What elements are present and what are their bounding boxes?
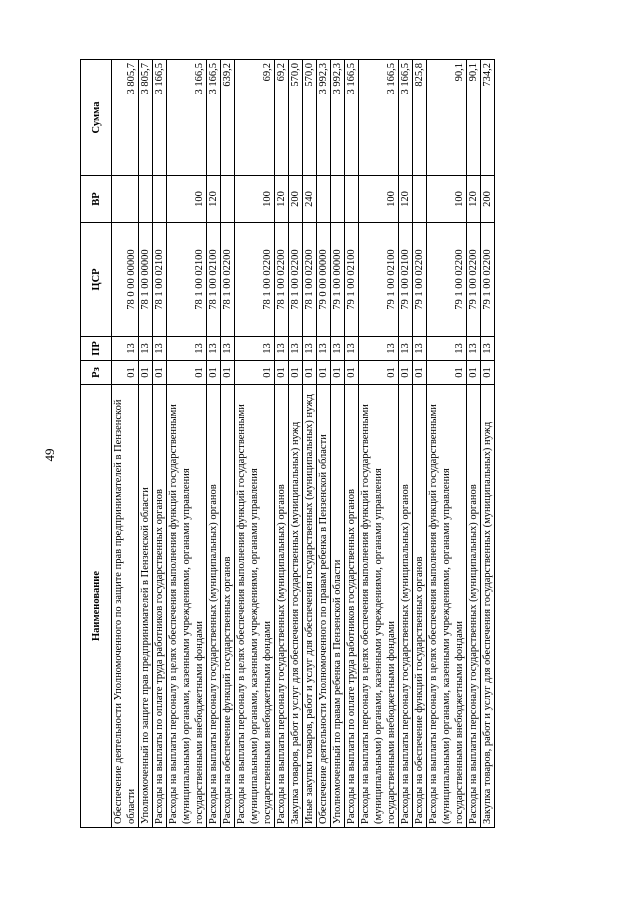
table-row (153, 60, 167, 828)
cell-name: Уполномоченный по защите прав предпринимателей в Пензенской области (139, 385, 153, 828)
cell-sum: 3 166,5 (207, 60, 221, 176)
cell-csr: 78 1 00 02200 (221, 223, 235, 337)
cell-name: Закупка товаров, работ и услуг для обеспечения государственных (муниципальных) нужд (481, 385, 495, 828)
cell-sum: 90,1 (467, 60, 481, 176)
budget-table (80, 59, 495, 828)
cell-pr: 13 (359, 337, 399, 361)
cell-vr (221, 176, 235, 223)
cell-rz: 01 (331, 361, 345, 385)
cell-vr: 100 (167, 176, 207, 223)
cell-sum: 3 166,5 (345, 60, 359, 176)
cell-vr (317, 176, 331, 223)
cell-pr: 13 (167, 337, 207, 361)
cell-vr (345, 176, 359, 223)
cell-csr: 78 1 00 02200 (275, 223, 289, 337)
header-csr: ЦСР (81, 223, 112, 337)
cell-pr: 13 (427, 337, 467, 361)
table-row (207, 60, 221, 828)
cell-name: Иные закупки товаров, работ и услуг для обеспечения государственных (муниципальных) нужд (303, 385, 317, 828)
header-sum: Сумма (81, 60, 112, 176)
table-row (317, 60, 331, 828)
table-row (399, 60, 413, 828)
cell-sum: 3 166,5 (167, 60, 207, 176)
cell-rz: 01 (139, 361, 153, 385)
cell-csr: 78 1 00 02200 (235, 223, 275, 337)
cell-csr: 78 1 00 02200 (289, 223, 303, 337)
cell-vr: 120 (467, 176, 481, 223)
cell-csr: 78 0 00 00000 (112, 223, 139, 337)
cell-sum: 3 805,7 (139, 60, 153, 176)
cell-name: Расходы на обеспечение функций государственных органов (221, 385, 235, 828)
cell-sum: 639,2 (221, 60, 235, 176)
cell-vr (139, 176, 153, 223)
header-vr: ВР (81, 176, 112, 223)
cell-vr: 120 (399, 176, 413, 223)
cell-csr: 79 1 00 00000 (331, 223, 345, 337)
cell-csr: 79 1 00 02100 (359, 223, 399, 337)
cell-vr: 100 (235, 176, 275, 223)
cell-rz: 01 (207, 361, 221, 385)
cell-csr: 79 1 00 02200 (481, 223, 495, 337)
cell-vr (112, 176, 139, 223)
table-row (275, 60, 289, 828)
cell-pr: 13 (221, 337, 235, 361)
cell-sum: 69,2 (235, 60, 275, 176)
cell-rz: 01 (275, 361, 289, 385)
cell-rz: 01 (303, 361, 317, 385)
cell-pr: 13 (289, 337, 303, 361)
cell-name: Закупка товаров, работ и услуг для обеспечения государственных (муниципальных) нужд (289, 385, 303, 828)
cell-sum: 3 166,5 (153, 60, 167, 176)
cell-csr: 79 0 00 00000 (317, 223, 331, 337)
table-row (303, 60, 317, 828)
cell-rz: 01 (413, 361, 427, 385)
table-header-row (81, 60, 112, 828)
cell-vr: 120 (275, 176, 289, 223)
cell-name: Расходы на выплаты персоналу государственных (муниципальных) органов (207, 385, 221, 828)
cell-vr: 200 (481, 176, 495, 223)
cell-name: Расходы на выплаты персоналу государственных (муниципальных) органов (399, 385, 413, 828)
cell-name: Расходы на выплаты персоналу в целях обеспечения выполнения функций государственными (муниципальными) органами, казенными учреждениями, органами управления государственными внебюджетными фондами (427, 385, 467, 828)
cell-csr: 78 1 00 02100 (167, 223, 207, 337)
table-row (481, 60, 495, 828)
cell-csr: 78 1 00 00000 (139, 223, 153, 337)
cell-rz: 01 (235, 361, 275, 385)
cell-csr: 79 1 00 02200 (427, 223, 467, 337)
cell-name: Расходы на выплаты по оплате труда работников государственных органов (153, 385, 167, 828)
cell-pr: 13 (331, 337, 345, 361)
cell-rz: 01 (359, 361, 399, 385)
cell-csr: 79 1 00 02100 (345, 223, 359, 337)
cell-name: Расходы на выплаты персоналу государственных (муниципальных) органов (467, 385, 481, 828)
table-row (235, 60, 275, 828)
table-row (112, 60, 139, 828)
table-row (413, 60, 427, 828)
cell-pr: 13 (481, 337, 495, 361)
table-row (467, 60, 481, 828)
header-name: Наименование (81, 385, 112, 828)
cell-vr: 100 (427, 176, 467, 223)
cell-sum: 3 166,5 (399, 60, 413, 176)
cell-csr: 79 1 00 02200 (413, 223, 427, 337)
cell-pr: 13 (139, 337, 153, 361)
cell-rz: 01 (427, 361, 467, 385)
page-number: 49 (42, 448, 57, 462)
cell-pr: 13 (303, 337, 317, 361)
table-row (221, 60, 235, 828)
cell-name: Обеспечение деятельности Уполномоченного по защите прав предпринимателей в Пензенской области (112, 385, 139, 828)
cell-sum: 90,1 (427, 60, 467, 176)
table-row (331, 60, 345, 828)
cell-pr: 13 (153, 337, 167, 361)
cell-csr: 78 1 00 02100 (207, 223, 221, 337)
cell-vr (153, 176, 167, 223)
cell-sum: 69,2 (275, 60, 289, 176)
cell-name: Обеспечение деятельности Уполномоченного по правам ребенка в Пензенской области (317, 385, 331, 828)
cell-sum: 3 166,5 (359, 60, 399, 176)
cell-rz: 01 (112, 361, 139, 385)
table-row (167, 60, 207, 828)
cell-rz: 01 (221, 361, 235, 385)
cell-vr: 120 (207, 176, 221, 223)
cell-sum: 734,2 (481, 60, 495, 176)
cell-name: Расходы на выплаты персоналу в целях обеспечения выполнения функций государственными (муниципальными) органами, казенными учреждениями, органами управления государственными внебюджетными фондами (235, 385, 275, 828)
cell-sum: 3 805,7 (112, 60, 139, 176)
cell-rz: 01 (467, 361, 481, 385)
cell-rz: 01 (481, 361, 495, 385)
cell-rz: 01 (317, 361, 331, 385)
cell-name: Расходы на выплаты персоналу в целях обеспечения выполнения функций государственными (муниципальными) органами, казенными учреждениями, органами управления государственными внебюджетными фондами (359, 385, 399, 828)
table-row (359, 60, 399, 828)
cell-rz: 01 (345, 361, 359, 385)
cell-sum: 570,0 (289, 60, 303, 176)
cell-name: Уполномоченный по правам ребенка в Пензенской области (331, 385, 345, 828)
cell-pr: 13 (399, 337, 413, 361)
cell-pr: 13 (235, 337, 275, 361)
header-pr: ПР (81, 337, 112, 361)
cell-rz: 01 (289, 361, 303, 385)
table-row (345, 60, 359, 828)
cell-pr: 13 (467, 337, 481, 361)
cell-sum: 570,0 (303, 60, 317, 176)
cell-sum: 825,8 (413, 60, 427, 176)
cell-sum: 3 992,3 (317, 60, 331, 176)
cell-csr: 79 1 00 02200 (467, 223, 481, 337)
cell-vr (413, 176, 427, 223)
cell-pr: 13 (413, 337, 427, 361)
cell-pr: 13 (317, 337, 331, 361)
cell-name: Расходы на обеспечение функций государственных органов (413, 385, 427, 828)
header-rz: Рз (81, 361, 112, 385)
cell-rz: 01 (167, 361, 207, 385)
cell-csr: 78 1 00 02100 (153, 223, 167, 337)
cell-sum: 3 992,3 (331, 60, 345, 176)
cell-csr: 78 1 00 02200 (303, 223, 317, 337)
cell-vr: 200 (289, 176, 303, 223)
rotated-table-container (80, 60, 495, 828)
cell-pr: 13 (207, 337, 221, 361)
cell-csr: 79 1 00 02100 (399, 223, 413, 337)
cell-pr: 13 (112, 337, 139, 361)
table-row (139, 60, 153, 828)
cell-name: Расходы на выплаты персоналу в целях обеспечения выполнения функций государственными (муниципальными) органами, казенными учреждениями, органами управления государственными внебюджетными фондами (167, 385, 207, 828)
cell-pr: 13 (345, 337, 359, 361)
cell-name: Расходы на выплаты по оплате труда работников государственных органов (345, 385, 359, 828)
cell-vr (331, 176, 345, 223)
table-row (427, 60, 467, 828)
cell-rz: 01 (153, 361, 167, 385)
cell-name: Расходы на выплаты персоналу государственных (муниципальных) органов (275, 385, 289, 828)
cell-vr: 240 (303, 176, 317, 223)
cell-rz: 01 (399, 361, 413, 385)
cell-vr: 100 (359, 176, 399, 223)
cell-pr: 13 (275, 337, 289, 361)
table-row (289, 60, 303, 828)
